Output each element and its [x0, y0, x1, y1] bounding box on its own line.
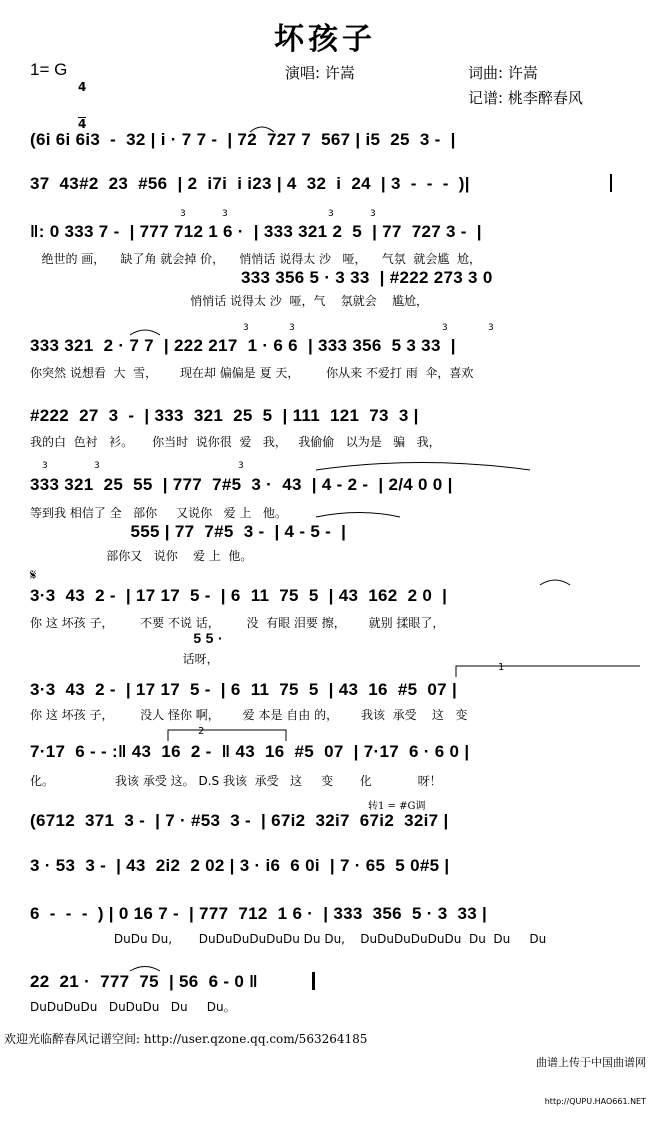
- lyric-row-15: DuDu Du, DuDuDuDuDuDu Du Du, DuDuDuDuDuDu Du Du Du: [30, 932, 547, 946]
- notation-row-16: 22 21 · 777 75 | 56 6 - 0 ‖: [30, 972, 258, 991]
- composer-credit: 词曲: 许嵩: [468, 64, 538, 82]
- notation-row-10: 5 5 ·: [30, 630, 223, 646]
- lyric-row-7: 等到我 相信了 全 部你 又说你 爱 上 他。: [30, 506, 287, 520]
- notation-row-11: 3·3 43 2 - | 17 17 5 - | 6 11 75 5 | 43 16 #5 07 |: [30, 680, 457, 699]
- lyric-row-16: DuDuDuDu DuDuDu Du Du。: [30, 1000, 236, 1014]
- singer-credit: 演唱: 许嵩: [285, 64, 355, 82]
- lyric-row-8: 部你又 说你 爱 上 他。: [30, 549, 253, 563]
- slur: [130, 330, 160, 335]
- triplet-mark: 3: [442, 323, 448, 333]
- notation-row-3: ‖: 0 333 7 - | 777 712 1 6 · | 333 321 2 5 | 77 727 3 - |: [30, 222, 482, 241]
- triplet-mark: 3: [94, 461, 100, 471]
- footer-site-name: 曲谱上传于中国曲谱网: [536, 1056, 646, 1069]
- segno-sign: 𝄋: [30, 566, 37, 584]
- notation-row-9: 3·3 43 2 - | 17 17 5 - | 6 11 75 5 | 43 162 2 0 |: [30, 586, 448, 605]
- lyric-row-3: 绝世的 画， 缺了角 就会掉 价， 悄悄话 说得太 沙 哑， 气氛 就会尴 尬，: [30, 252, 481, 266]
- triplet-mark: 3: [180, 209, 186, 219]
- notation-row-1: (6i 6i 6i3 - 32 | i · 7 7 - | 72 727 7 567 | i5 25 3 - |: [30, 130, 456, 149]
- notation-row-12: 7·17 6 - - :‖ 43 16 2 - ‖ 43 16 #5 07 | 7·17 6 · 6 0 |: [30, 742, 470, 761]
- triplet-mark: 3: [370, 209, 376, 219]
- triplet-mark: 3: [42, 461, 48, 471]
- notation-row-8: 555 | 77 7#5 3 - | 4 - 5 - |: [30, 522, 347, 541]
- triplet-mark: 3: [488, 323, 494, 333]
- lyric-row-11: 你 这 坏孩 子， 没人 怪你 啊， 爱 本是 自由 的， 我该 承受 这 变: [30, 708, 468, 722]
- triplet-mark: 3: [222, 209, 228, 219]
- meter-top: 4: [78, 80, 87, 94]
- lyric-row-5: 你突然 说想看 大 雪， 现在却 偏偏是 夏 天， 你从来 不爱打 雨 伞，喜欢: [30, 366, 474, 380]
- final-barline: [312, 972, 315, 990]
- slur: [130, 967, 160, 972]
- triplet-mark: 3: [328, 209, 334, 219]
- notation-row-15: 6 - - - ) | 0 16 7 - | 777 712 1 6 · | 333 356 5 · 3 33 |: [30, 904, 488, 923]
- notation-row-6: #222 27 3 - | 333 321 25 5 | 111 121 73 3 |: [30, 406, 419, 425]
- triplet-marks: [42, 209, 494, 471]
- notation-row-7: 333 321 25 55 | 777 7#5 3 · 43 | 4 - 2 - | 2/4 0 0 |: [30, 475, 453, 494]
- notation-row-4: 333 356 5 · 3 33 | #222 273 3 0: [30, 268, 493, 287]
- notation-row-2: 37 43#2 23 #56 | 2 i7i i i23 | 4 32 i 24 | 3 - - - )|: [30, 174, 470, 193]
- slur: [250, 127, 274, 132]
- transcriber-credit: 记谱: 桃李醉春风: [468, 89, 583, 107]
- meter-bottom: 4: [78, 117, 87, 131]
- lyric-row-9: 你 这 坏孩 子， 不要 不说 话， 没 有眼 泪要 擦， 就别 揉眼了，: [30, 616, 445, 630]
- footer-credit: 欢迎光临醉春风记谱空间: http://user.qzone.qq.com/563264185: [4, 1032, 368, 1046]
- slur: [316, 463, 530, 471]
- ending-1-label: 1: [498, 662, 505, 673]
- page-title: 坏孩子: [274, 22, 376, 57]
- ending-1-bracket: [456, 666, 640, 677]
- lyric-row-10: 话呀，: [30, 652, 219, 666]
- key-signature: 1= G: [30, 60, 68, 79]
- lyric-row-4: 悄悄话 说得太 沙 哑，气 氛就会 尴尬，: [30, 294, 428, 308]
- slur: [540, 580, 570, 585]
- triplet-mark: 3: [289, 323, 295, 333]
- ending-2-bracket: [168, 730, 286, 741]
- final-barline: [610, 174, 612, 192]
- notation-row-14: 3 · 53 3 - | 43 2i2 2 02 | 3 · i6 6 0i | 7 · 65 5 0#5 |: [30, 856, 450, 875]
- lyric-row-12: 化。 我该 承受 这。 D.S 我该 承受 这 变 化 呀！: [30, 774, 442, 788]
- notation-row-5: 333 321 2 · 7 7 | 222 217 1 · 6 6 | 333 356 5 3 33 |: [30, 336, 456, 355]
- slur: [316, 513, 400, 518]
- ending-2-label: 2: [198, 726, 205, 737]
- footer-site-url: http://QUPU.HAO661.NET: [544, 1097, 646, 1106]
- modulation-note: 转1 = #G调: [368, 801, 426, 812]
- footer-site: [536, 1030, 646, 1121]
- triplet-mark: 3: [238, 461, 244, 471]
- notation-row-13: (6712 371 3 - | 7 · #53 3 - | 67i2 32i7 67i2 32i7 |: [30, 811, 449, 830]
- triplet-mark: 3: [243, 323, 249, 333]
- lyric-row-6: 我的白 色衬 衫。 你当时 说你很 爱 我， 我偷偷 以为是 骗 我，: [30, 435, 441, 449]
